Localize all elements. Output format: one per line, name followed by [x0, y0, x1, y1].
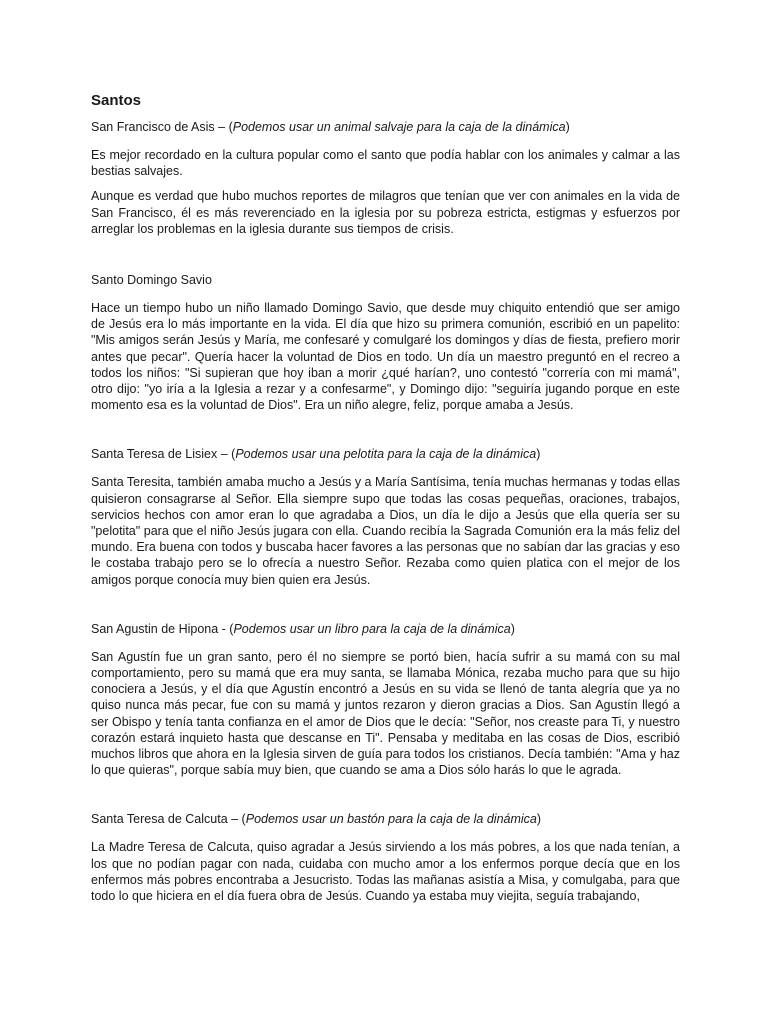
heading-text: Santa Teresa de Calcuta – ( [91, 812, 246, 827]
heading-note: Podemos usar un animal salvaje para la caja de la dinámica [232, 120, 566, 134]
heading-note: Podemos usar un libro para la caja de la dinámica [233, 621, 511, 636]
section-heading [91, 811, 680, 827]
section-agustin-hipona [91, 621, 680, 779]
heading-end: ) [565, 120, 570, 134]
paragraph: Aunque es verdad que hubo muchos reportes de milagros que tenían que ver con animales en la vida de San Francisco, él es más reverenciado en la iglesia por su pobreza estricta, estigmas y esfuerzos por arreglar los problemas en la iglesia durante sus tiempos de crisis. [91, 189, 680, 236]
section-heading [91, 621, 680, 637]
section-heading [91, 446, 680, 462]
paragraph: La Madre Teresa de Calcuta, quiso agradar a Jesús sirviendo a los más pobres, a los que nada tenían, a los que no podían pagar con nada, cuidaba con mucho amor a los enfermos porque decía que en los enfermos más pobres encontraba a Jesucristo. Todas las mañanas asistía a Misa, y comulgaba, para que todo lo que hiciera en el día fuera obra de Jesús. Cuando ya estaba muy viejita, seguía trabajando, [91, 840, 680, 904]
heading-end: ) [536, 447, 541, 462]
heading-end: ) [536, 812, 542, 827]
section-san-francisco [91, 119, 680, 237]
heading-text: San Agustin de Hipona - ( [91, 621, 234, 636]
section-teresa-calcuta [91, 811, 680, 904]
section-teresa-lisiex [91, 446, 680, 587]
heading-end: ) [510, 621, 515, 636]
paragraph: Hace un tiempo hubo un niño llamado Domingo Savio, que desde muy chiquito entendió que ser amigo de Jesús era lo más importante en la vida. El día que hizo su primera comunión, escribió en un papelito: "Mis amigos serán Jesús y María, me confesaré y comulgaré los domingos y días de fiesta, prefiero morir antes que pecar". Quería hacer la voluntad de Dios en todo. Un día un maestro preguntó en el recreo a todos los niños: "Si supieran que hoy iban a morir ¿qué harían?, uno contestó "correría con mi mamá", otro dijo: "yo iría a la Iglesia a rezar y a confesarme", y Domingo dijo: "seguiría jugando porque en este momento esa es la voluntad de Dios". Era un niño alegre, feliz, porque amaba a Jesús. [91, 301, 680, 413]
heading-text: Santo Domingo Savio [91, 273, 212, 288]
document-title: Santos [91, 92, 142, 109]
paragraph: Santa Teresita, también amaba mucho a Jesús y a María Santísima, tenía muchas hermanas y todas ellas quisieron consagrarse al Señor. Ella siempre supo que todas las cosas pequeñas, oraciones, trabajos, servicios hechos con amor eran lo que agradaba a Dios, un día le dijo a Jesús que ella quería ser su "pelotita" para que el niño Jesús jugara con ella. Cuando recibía la Sagrada Comunión era la más feliz del mundo. Era buena con todos y buscaba hacer favores a las personas que no sabían dar las gracias y eso le costaba trabajo pero se lo ofrecía a nuestro Señor. Rezaba como quien platica con el mejor de los amigos porque conocía muy bien quien era Jesús. [91, 475, 680, 587]
section-heading [91, 119, 680, 135]
paragraph: Es mejor recordado en la cultura popular como el santo que podía hablar con los animales y calmar a las bestias salvajes. [91, 148, 680, 179]
section-domingo-savio [91, 272, 680, 413]
heading-text: Santa Teresa de Lisiex – ( [91, 447, 236, 462]
heading-note: Podemos usar una pelotita para la caja de la dinámica [235, 447, 537, 462]
section-heading [91, 272, 680, 288]
heading-note: Podemos usar un bastón para la caja de la dinámica [245, 812, 537, 827]
heading-text: San Francisco de Asis – ( [91, 120, 233, 134]
paragraph: San Agustín fue un gran santo, pero él no siempre se portó bien, hacía sufrir a su mamá con su mal comportamiento, pero su mamá que era muy santa, se llamaba Mónica, rezaba mucho para que su hijo conociera a Jesús, y el día que Agustín encontró a Jesús en su vida se llenó de tanta alegría que ya no quiso nunca más pecar, fue con su mamá y juntos rezaron y dieron gracias a Dios. San Agustín llegó a ser Obispo y tenía tanta confianza en el amor de Dios que le decía: "Señor, nos creaste para Ti, y nuestro corazón estará inquieto hasta que descanse en Ti". Pensaba y meditaba en las cosas de Dios, escribió muchos libros que ahora en la Iglesia sirven de guía para todos los cristianos. Decía también: "Ama y haz lo que quieras", porque sabía muy bien, que cuando se ama a Dios sólo harás lo que le agrada. [91, 649, 680, 778]
